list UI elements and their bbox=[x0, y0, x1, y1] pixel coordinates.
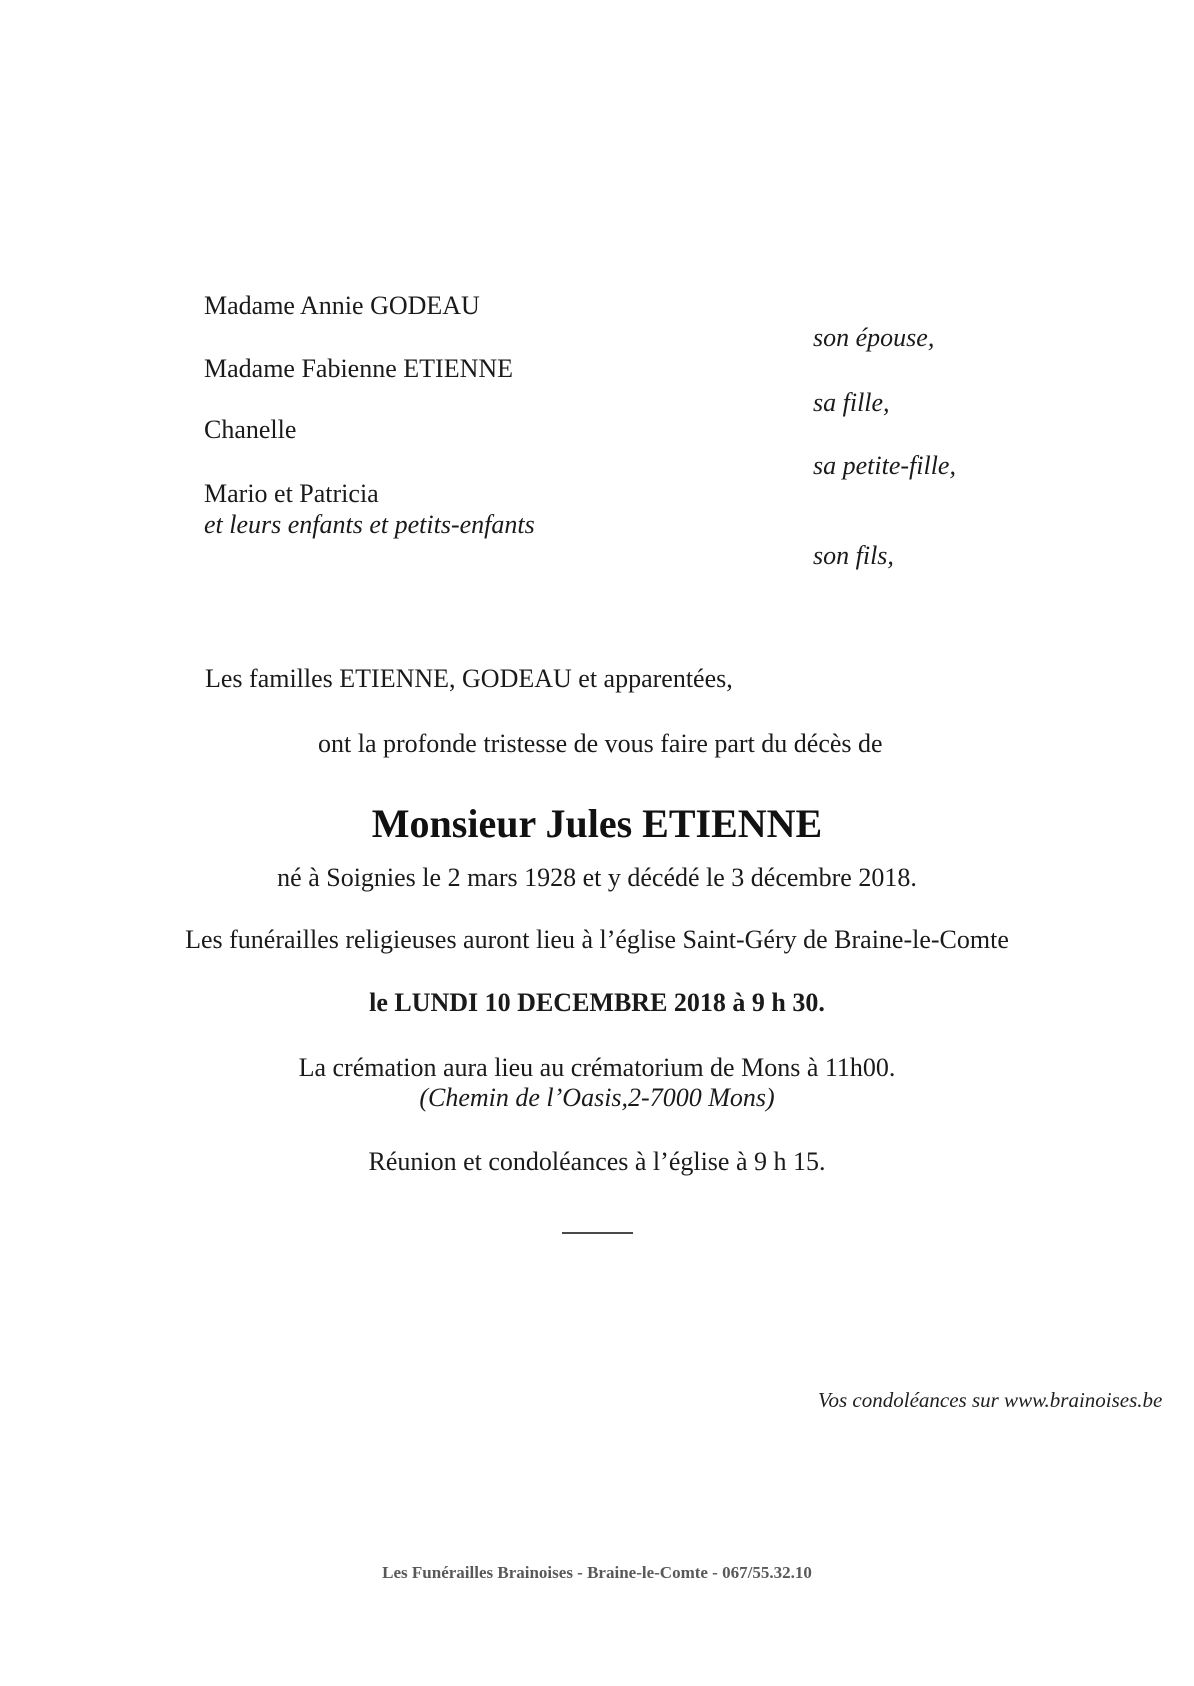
funeral-home-footer: Les Funérailles Brainoises - Braine-le-Comte - 067/55.32.10 bbox=[382, 1563, 812, 1582]
relative-name-line: Chanelle bbox=[204, 415, 297, 444]
gathering-line: Réunion et condoléances à l’église à 9 h 15. bbox=[368, 1147, 826, 1176]
intro-line: ont la profonde tristesse de vous faire part du décès de bbox=[318, 729, 883, 758]
relation-line: sa fille, bbox=[813, 388, 890, 417]
funeral-datetime-line: le LUNDI 10 DECEMBRE 2018 à 9 h 30. bbox=[369, 988, 825, 1017]
condolences-note: Vos condoléances sur www.brainoises.be bbox=[818, 1388, 1163, 1412]
families-line: Les familles ETIENNE, GODEAU et apparentées, bbox=[205, 664, 733, 693]
relative-name-line: Madame Annie GODEAU bbox=[204, 291, 480, 320]
cremation-address-line: (Chemin de l’Oasis,2-7000 Mons) bbox=[419, 1083, 775, 1112]
relation-line: sa petite-fille, bbox=[813, 451, 956, 480]
deceased-name: Monsieur Jules ETIENNE bbox=[371, 801, 823, 846]
relative-note-line: et leurs enfants et petits-enfants bbox=[204, 510, 535, 539]
relative-name-line: Madame Fabienne ETIENNE bbox=[204, 354, 514, 383]
life-dates-line: né à Soignies le 2 mars 1928 et y décédé le 3 décembre 2018. bbox=[277, 863, 917, 892]
funeral-service-line: Les funérailles religieuses auront lieu à l’église Saint-Géry de Braine-le-Comte bbox=[185, 925, 1009, 954]
relation-line: son fils, bbox=[813, 541, 894, 570]
relation-line: son épouse, bbox=[813, 323, 935, 352]
cremation-line: La crémation aura lieu au crématorium de Mons à 11h00. bbox=[298, 1053, 896, 1082]
relative-name-line: Mario et Patricia bbox=[204, 479, 379, 508]
divider-line bbox=[562, 1232, 633, 1234]
